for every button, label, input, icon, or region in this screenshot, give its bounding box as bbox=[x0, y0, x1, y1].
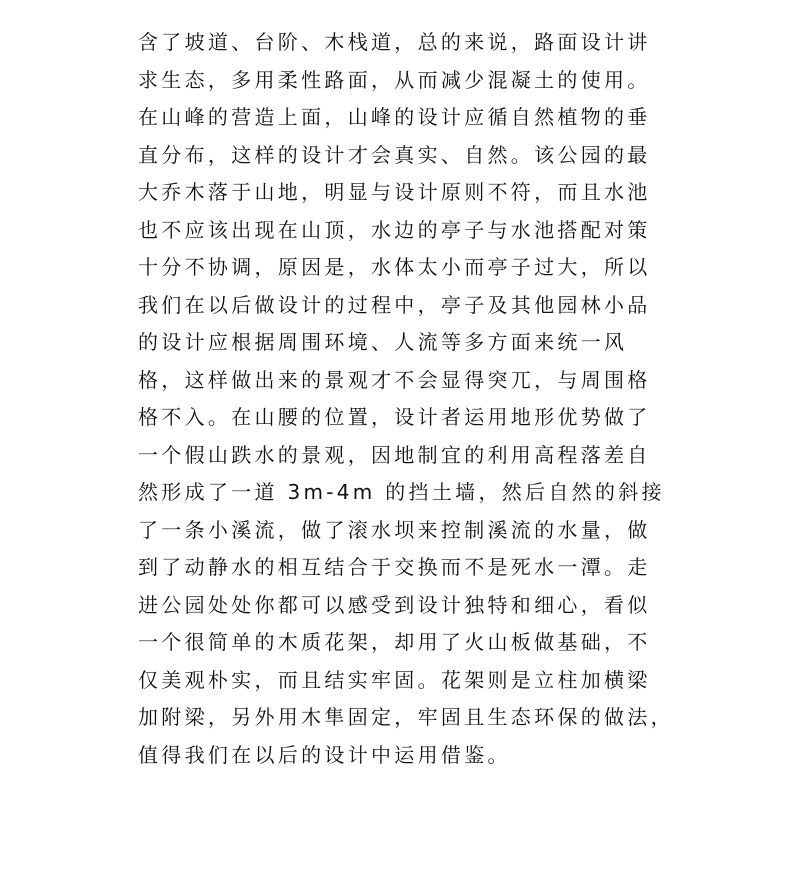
text-line-10: 格，这样做出来的景观才不会显得突兀，与周围格 bbox=[138, 367, 651, 392]
text-line-12: 一个假山跌水的景观，因地制宜的利用高程落差自 bbox=[138, 442, 651, 467]
text-line-13: 然形成了一道 3m-4m 的挡土墙，然后自然的斜接 bbox=[138, 480, 665, 504]
text-line-5: 大乔木落于山地，明显与设计原则不符，而且水池 bbox=[138, 180, 651, 204]
text-line-17: 一个很简单的木质花架，却用了火山板做基础，不 bbox=[138, 630, 651, 654]
body-paragraph bbox=[138, 24, 674, 774]
text-line-1: 含了坡道、台阶、木栈道，总的来说，路面设计讲 bbox=[138, 30, 651, 54]
text-line-2: 求生态，多用柔性路面，从而减少混凝土的使用。 bbox=[138, 67, 651, 92]
text-line-7: 十分不协调，原因是，水体太小而亭子过大，所以 bbox=[138, 255, 651, 279]
text-line-4: 直分布，这样的设计才会真实、自然。该公园的最 bbox=[138, 142, 651, 167]
text-line-20: 值得我们在以后的设计中运用借鉴。 bbox=[138, 742, 511, 767]
text-line-19: 加附梁，另外用木隼固定，牢固且生态环保的做法， bbox=[138, 705, 674, 729]
text-line-18: 仅美观朴实，而且结实牢固。花架则是立柱加横梁 bbox=[138, 667, 651, 692]
text-line-3: 在山峰的营造上面，山峰的设计应循自然植物的垂 bbox=[138, 105, 651, 129]
text-line-16: 进公园处处你都可以感受到设计独特和细心，看似 bbox=[138, 592, 651, 617]
text-line-14: 了一条小溪流，做了滚水坝来控制溪流的水量，做 bbox=[138, 517, 651, 542]
text-line-15: 到了动静水的相互结合于交换而不是死水一潭。走 bbox=[138, 555, 651, 579]
text-line-8: 我们在以后做设计的过程中，亭子及其他园林小品 bbox=[138, 292, 651, 317]
text-line-11: 格不入。在山腰的位置，设计者运用地形优势做了 bbox=[138, 405, 651, 429]
text-line-6: 也不应该出现在山顶，水边的亭子与水池搭配对策 bbox=[138, 217, 651, 242]
text-line-9: 的设计应根据周围环境、人流等多方面来统一风 bbox=[138, 330, 628, 354]
